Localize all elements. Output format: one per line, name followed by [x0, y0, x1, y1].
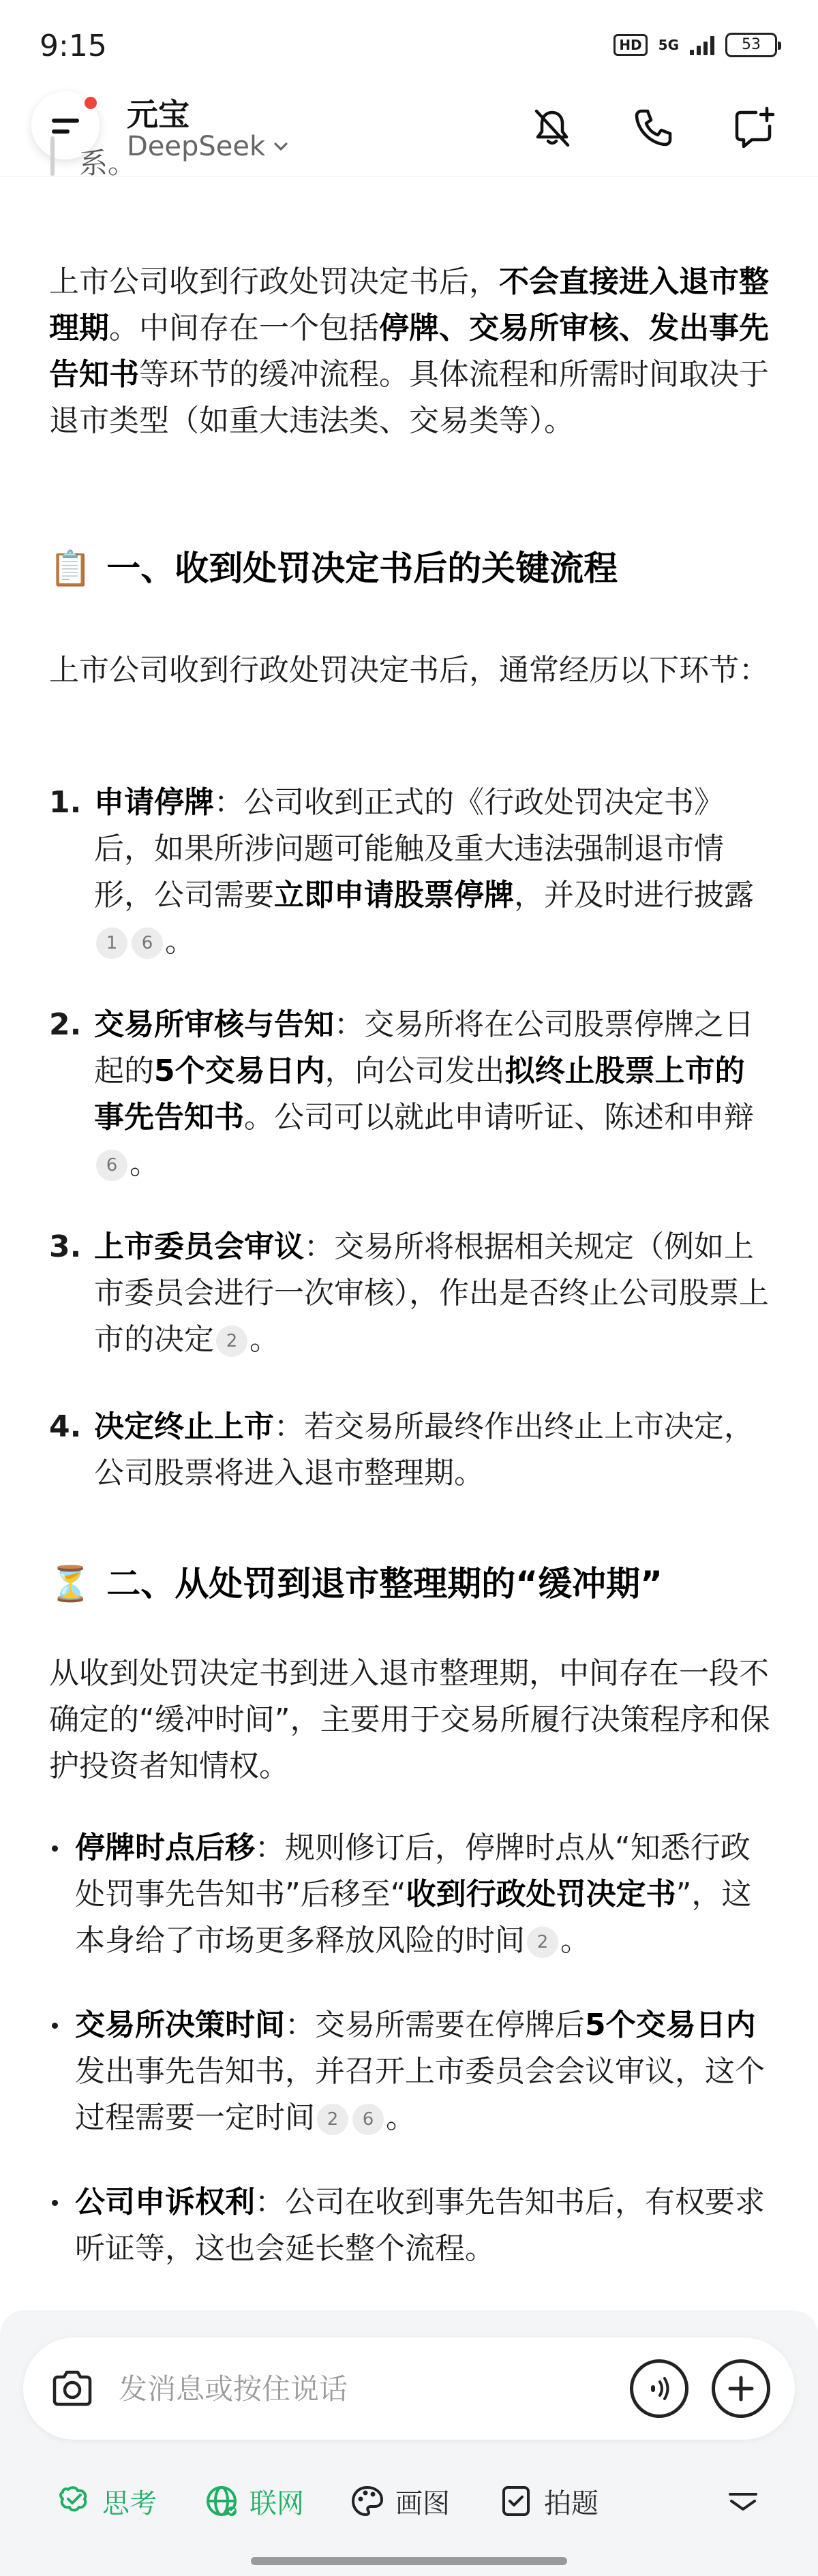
chevron-down-icon	[272, 138, 290, 155]
camera-button[interactable]	[45, 2361, 100, 2416]
status-time: 9:15	[40, 29, 107, 63]
think-label: 思考	[102, 2487, 157, 2519]
list-item-title: 申请停牌	[94, 785, 214, 820]
section-2-heading	[49, 1561, 663, 1607]
model-name: DeepSeek	[127, 131, 266, 162]
new-chat-icon	[730, 104, 778, 152]
intro-paragraph	[49, 259, 772, 444]
list-item-text: ：交易所将根据相关规定（例如上市委员会进行一次审核），作出是否终止公司股票上市的决定	[94, 1229, 769, 1357]
composer-panel	[0, 2310, 818, 2576]
bullet-text: ：交易所需要在停牌后	[285, 2008, 585, 2042]
message-composer	[23, 2337, 795, 2440]
list-item-title: 决定终止上市	[94, 1409, 274, 1444]
list-item	[49, 1224, 772, 1363]
list-item-title: 上市委员会审议	[94, 1229, 304, 1264]
new-chat-button[interactable]	[727, 101, 781, 155]
mute-icon	[528, 104, 576, 152]
bullet-text: 。	[386, 2100, 416, 2135]
voice-button[interactable]	[630, 2359, 688, 2418]
battery-icon: 53	[725, 33, 777, 57]
partial-quote-text: 系。	[49, 136, 136, 191]
think-toggle[interactable]	[56, 2474, 157, 2528]
citation-badge[interactable]: 2	[527, 1927, 558, 1958]
hourglass-icon: ⏳	[49, 1564, 92, 1604]
list-item-title: 交易所审核与告知	[94, 1007, 334, 1042]
web-label: 联网	[249, 2487, 304, 2519]
list-item-text: ：公司收到正式的《行政处罚决定书》后，如果所涉问题可能触及重大违法强制退市情形，公司需要	[94, 785, 724, 913]
citation-badge[interactable]: 6	[132, 927, 163, 959]
composer-toolbar	[0, 2474, 818, 2528]
list-number: 3.	[49, 1229, 82, 1264]
bullet-title: 交易所决策时间	[75, 2008, 285, 2042]
message-input[interactable]	[119, 2363, 609, 2414]
bullet-item	[49, 1825, 772, 1964]
list-item-text: ：交易所将在公司股票停牌之日起的	[94, 1007, 754, 1088]
mute-button[interactable]	[525, 101, 579, 155]
bullet-bold: 5个交易日内	[585, 2008, 756, 2042]
section-2-lead: 从收到处罚决定书到进入退市整理期，中间存在一段不确定的“缓冲时间”，主要用于交易所履行决策程序和保护投资者知情权。	[49, 1656, 770, 1783]
voice-wave-icon	[642, 2372, 676, 2406]
bullet-dot	[52, 2200, 58, 2206]
bullet-item	[49, 2002, 772, 2141]
signal-icon	[690, 35, 714, 55]
section-1-title: 一、收到处罚决定书后的关键流程	[106, 549, 618, 588]
bullet-text: ：公司在收到事先告知书后，有权要求听证等，这也会延长整个流程。	[75, 2185, 765, 2266]
bullet-text: ”，这本身给了市场更多释放风险的时间	[75, 1877, 752, 1958]
list-item-text: ，向公司发出	[324, 1054, 505, 1088]
list-item-text: 。	[130, 1146, 160, 1181]
list-item	[49, 1404, 772, 1497]
notification-dot	[85, 97, 97, 109]
draw-button[interactable]	[349, 2474, 450, 2528]
hd-badge: HD	[614, 34, 647, 56]
status-indicators	[614, 33, 777, 57]
collapse-icon	[726, 2487, 760, 2515]
list-item	[49, 1002, 772, 1187]
citation-badge[interactable]: 2	[216, 1325, 247, 1357]
list-item-text: 。公司可以就此申请听证、陈述和申辩	[244, 1100, 754, 1135]
draw-label: 画图	[395, 2487, 450, 2519]
bullet-item	[49, 2179, 772, 2272]
network-type: 5G	[658, 37, 679, 53]
list-item-text: 。	[249, 1322, 279, 1357]
list-number: 1.	[49, 785, 82, 820]
bullet-text: ：规则修订后，停牌时点从“知悉行政处罚事先告知书”后移至“	[75, 1830, 751, 1912]
intro-text: 上市公司收到行政处罚决定书后，	[49, 264, 499, 299]
camera-icon	[48, 2364, 97, 2413]
bullet-title: 公司申诉权利	[75, 2185, 255, 2220]
photo-question-icon	[498, 2483, 534, 2519]
menu-icon	[52, 119, 79, 123]
intro-bold: 不会直接进入退市整理期	[49, 264, 769, 346]
section-2-title: 二、从处罚到退市整理期的“缓冲期”	[106, 1564, 663, 1604]
section-1-lead: 上市公司收到行政处罚决定书后，通常经历以下环节：	[49, 653, 769, 688]
palette-icon	[349, 2483, 386, 2519]
bullet-dot	[52, 2023, 58, 2029]
globe-icon	[203, 2483, 240, 2519]
model-selector[interactable]	[127, 131, 290, 162]
home-indicator[interactable]	[251, 2557, 567, 2565]
clipboard-icon: 📋	[49, 549, 92, 588]
status-bar	[0, 0, 818, 95]
bullet-bold: 收到行政处罚决定书	[406, 1877, 676, 1912]
chat-message-content	[0, 147, 818, 2310]
intro-text: 等环节的缓冲流程。具体流程和所需时间取决于退市类型（如重大违法类、交易类等）。	[49, 357, 769, 438]
citation-badge[interactable]: 6	[352, 2104, 384, 2135]
bullet-title: 停牌时点后移	[75, 1830, 255, 1865]
bullet-dot	[52, 1845, 58, 1852]
list-number: 2.	[49, 1007, 82, 1042]
collapse-toolbar-button[interactable]	[723, 2481, 763, 2521]
list-item-bold: 拟终止股票上市的事先告知书	[94, 1054, 745, 1135]
list-item-text: 。	[165, 924, 195, 959]
app-title: 元宝	[127, 96, 190, 133]
intro-bold: 停牌、交易所审核、发出事先告知书	[49, 311, 769, 392]
phone-icon	[629, 104, 677, 152]
photo-label: 拍题	[544, 2487, 599, 2519]
menu-icon-bar	[52, 129, 70, 134]
intro-text: 。中间存在一个包括	[109, 311, 379, 346]
citation-badge[interactable]: 6	[96, 1150, 127, 1181]
list-item-bold: 立即申请股票停牌	[274, 878, 514, 913]
citation-badge[interactable]: 2	[317, 2104, 348, 2135]
think-icon	[56, 2483, 93, 2519]
section-1-heading	[49, 545, 618, 592]
citation-badge[interactable]: 1	[96, 927, 127, 959]
list-number: 4.	[49, 1409, 82, 1444]
plus-icon	[726, 2374, 756, 2404]
bullet-text: 发出事先告知书，并召开上市委员会会议审议，这个过程需要一定时间	[75, 2054, 765, 2135]
list-item-text: ，并及时进行披露	[514, 878, 754, 913]
call-button[interactable]	[626, 101, 680, 155]
add-attachment-button[interactable]	[712, 2359, 770, 2418]
list-item	[49, 780, 772, 965]
bullet-text: 。	[560, 1923, 590, 1958]
list-item-text: ：若交易所最终作出终止上市决定，公司股票将进入退市整理期。	[94, 1409, 754, 1490]
photo-question-button[interactable]	[498, 2474, 599, 2528]
list-item-bold: 5个交易日内	[154, 1054, 325, 1088]
web-search-toggle[interactable]	[203, 2474, 304, 2528]
